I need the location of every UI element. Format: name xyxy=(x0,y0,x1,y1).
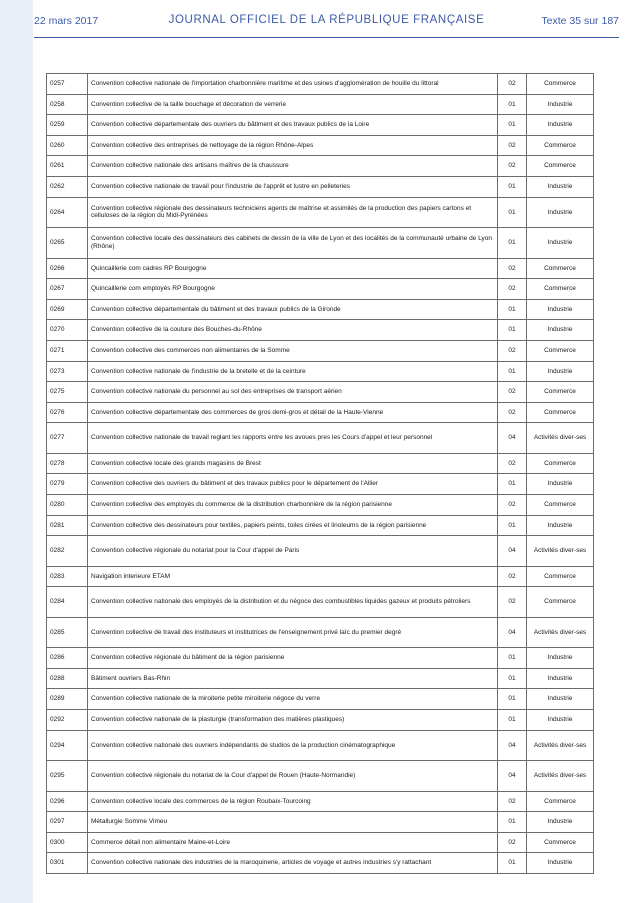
header-rule xyxy=(34,37,619,38)
table-row xyxy=(47,340,594,361)
sector-cell: Activités diver-ses xyxy=(527,730,594,761)
convention-code-cell: 0278 xyxy=(47,453,88,474)
category-number-cell: 02 xyxy=(498,382,527,403)
table-row xyxy=(47,791,594,812)
category-number-cell: 04 xyxy=(498,617,527,648)
convention-code-cell: 0279 xyxy=(47,474,88,495)
category-number-cell: 02 xyxy=(498,279,527,300)
sector-cell: Industrie xyxy=(527,474,594,495)
category-number-cell: 01 xyxy=(498,668,527,689)
sector-cell: Commerce xyxy=(527,495,594,516)
table-row xyxy=(47,156,594,177)
category-number-cell: 01 xyxy=(498,474,527,495)
table-row xyxy=(47,361,594,382)
category-number-cell: 02 xyxy=(498,495,527,516)
convention-title-cell: Convention collective des commerces non alimentaires de la Somme xyxy=(88,340,498,361)
convention-title-cell: Convention collective locale des dessinateurs des cabinets de dessin de la ville de Lyon et des localités de la communauté urbaine de Lyon (Rhône) xyxy=(88,228,498,259)
sector-cell: Commerce xyxy=(527,587,594,618)
convention-title-cell: Convention collective départementale des ouvriers du bâtiment et des travaux publics de la Loire xyxy=(88,115,498,136)
sector-cell: Industrie xyxy=(527,853,594,874)
sector-cell: Commerce xyxy=(527,453,594,474)
convention-code-cell: 0260 xyxy=(47,135,88,156)
sector-cell: Industrie xyxy=(527,812,594,833)
sector-cell: Industrie xyxy=(527,299,594,320)
sector-cell: Industrie xyxy=(527,115,594,136)
sector-cell: Commerce xyxy=(527,279,594,300)
table-row xyxy=(47,474,594,495)
table-row xyxy=(47,566,594,587)
table-row xyxy=(47,853,594,874)
table-row xyxy=(47,812,594,833)
convention-title-cell: Convention collective nationale des artisans maîtres de la chaussure xyxy=(88,156,498,177)
category-number-cell: 01 xyxy=(498,853,527,874)
table-row xyxy=(47,453,594,474)
sector-cell: Industrie xyxy=(527,515,594,536)
sector-cell: Industrie xyxy=(527,94,594,115)
convention-title-cell: Convention collective nationale de la miroiterie petite miroiterie négoce du verre xyxy=(88,689,498,710)
sector-cell: Commerce xyxy=(527,402,594,423)
table-row xyxy=(47,648,594,669)
category-number-cell: 04 xyxy=(498,730,527,761)
table-row xyxy=(47,730,594,761)
category-number-cell: 02 xyxy=(498,74,527,95)
convention-title-cell: Convention collective des dessinateurs pour textiles, papiers peints, toiles cirées et linoleums de la région parisienne xyxy=(88,515,498,536)
convention-code-cell: 0259 xyxy=(47,115,88,136)
table-row xyxy=(47,423,594,454)
table-row xyxy=(47,710,594,731)
category-number-cell: 02 xyxy=(498,340,527,361)
category-number-cell: 01 xyxy=(498,648,527,669)
convention-title-cell: Convention collective départementale des commerces de gros demi-gros et détail de la Haute-Vienne xyxy=(88,402,498,423)
category-number-cell: 02 xyxy=(498,566,527,587)
convention-code-cell: 0261 xyxy=(47,156,88,177)
category-number-cell: 01 xyxy=(498,515,527,536)
table-row xyxy=(47,402,594,423)
convention-title-cell: Convention collective départementale du bâtiment et des travaux publics de la Gironde xyxy=(88,299,498,320)
convention-code-cell: 0275 xyxy=(47,382,88,403)
category-number-cell: 04 xyxy=(498,536,527,567)
table-row xyxy=(47,176,594,197)
table-row xyxy=(47,617,594,648)
category-number-cell: 04 xyxy=(498,761,527,792)
sector-cell: Commerce xyxy=(527,566,594,587)
table-row xyxy=(47,135,594,156)
sector-cell: Commerce xyxy=(527,382,594,403)
sector-cell: Activités diver-ses xyxy=(527,761,594,792)
table-row xyxy=(47,258,594,279)
convention-title-cell: Convention collective régionale du notariat de la Cour d'appel de Rouen (Haute-Normandie) xyxy=(88,761,498,792)
convention-title-cell: Convention collective nationale du personnel au sol des entreprises de transport aérien xyxy=(88,382,498,403)
convention-code-cell: 0297 xyxy=(47,812,88,833)
convention-title-cell: Convention collective régionale des dessinateurs techniciens agents de maîtrise et assimilés de la production des papiers cartons et celluloses de la région du Midi-Pyrénées xyxy=(88,197,498,228)
convention-title-cell: Quincaillerie com employés RP Bourgogne xyxy=(88,279,498,300)
sector-cell: Commerce xyxy=(527,791,594,812)
convention-code-cell: 0283 xyxy=(47,566,88,587)
table-row xyxy=(47,761,594,792)
sector-cell: Industrie xyxy=(527,668,594,689)
table-row xyxy=(47,382,594,403)
sector-cell: Commerce xyxy=(527,156,594,177)
table-row xyxy=(47,832,594,853)
category-number-cell: 01 xyxy=(498,812,527,833)
convention-code-cell: 0282 xyxy=(47,536,88,567)
convention-title-cell: Quincaillerie com cadres RP Bourgogne xyxy=(88,258,498,279)
table-row xyxy=(47,536,594,567)
sector-cell: Industrie xyxy=(527,228,594,259)
convention-title-cell: Convention collective de la couture des Bouches-du-Rhône xyxy=(88,320,498,341)
convention-title-cell: Convention collective des employés du commerce de la distribution charbonnière de la région parisienne xyxy=(88,495,498,516)
category-number-cell: 02 xyxy=(498,832,527,853)
convention-title-cell: Convention collective de travail des instituteurs et institutrices de l'enseignement privé laïc du premier degré xyxy=(88,617,498,648)
convention-code-cell: 0266 xyxy=(47,258,88,279)
category-number-cell: 01 xyxy=(498,228,527,259)
category-number-cell: 01 xyxy=(498,299,527,320)
convention-code-cell: 0289 xyxy=(47,689,88,710)
convention-title-cell: Convention collective nationale de la plasturgie (transformation des matières plastiques) xyxy=(88,710,498,731)
convention-title-cell: Convention collective nationale de travail pour l'industrie de l'apprêt et lustre en pelleteries xyxy=(88,176,498,197)
convention-title-cell: Convention collective nationale des ouvriers indépendants de studios de la production cinématographique xyxy=(88,730,498,761)
sector-cell: Industrie xyxy=(527,710,594,731)
convention-code-cell: 0286 xyxy=(47,648,88,669)
convention-code-cell: 0258 xyxy=(47,94,88,115)
category-number-cell: 01 xyxy=(498,197,527,228)
table-row xyxy=(47,115,594,136)
convention-code-cell: 0271 xyxy=(47,340,88,361)
sector-cell: Commerce xyxy=(527,135,594,156)
category-number-cell: 01 xyxy=(498,94,527,115)
convention-code-cell: 0264 xyxy=(47,197,88,228)
convention-code-cell: 0270 xyxy=(47,320,88,341)
table-row xyxy=(47,587,594,618)
table-row xyxy=(47,515,594,536)
convention-code-cell: 0295 xyxy=(47,761,88,792)
category-number-cell: 01 xyxy=(498,115,527,136)
sector-cell: Commerce xyxy=(527,832,594,853)
convention-code-cell: 0265 xyxy=(47,228,88,259)
sector-cell: Industrie xyxy=(527,197,594,228)
sector-cell: Activités diver-ses xyxy=(527,536,594,567)
convention-title-cell: Convention collective nationale des employés de la distribution et du négoce des combustibles liquides gazeux et produits pétroliers xyxy=(88,587,498,618)
convention-title-cell: Convention collective des ouvriers du bâtiment et des travaux publics pour le département de l'Allier xyxy=(88,474,498,495)
category-number-cell: 04 xyxy=(498,423,527,454)
category-number-cell: 02 xyxy=(498,156,527,177)
convention-title-cell: Convention collective régionale du bâtiment de la région parisienne xyxy=(88,648,498,669)
convention-title-cell: Convention collective régionale du notariat pour la Cour d'appel de Paris xyxy=(88,536,498,567)
sector-cell: Commerce xyxy=(527,340,594,361)
sector-cell: Industrie xyxy=(527,176,594,197)
category-number-cell: 02 xyxy=(498,453,527,474)
convention-code-cell: 0276 xyxy=(47,402,88,423)
convention-code-cell: 0262 xyxy=(47,176,88,197)
convention-title-cell: Convention collective locale des commerces de la région Roubaix-Tourcoing xyxy=(88,791,498,812)
table-row xyxy=(47,320,594,341)
sector-cell: Commerce xyxy=(527,258,594,279)
table-row xyxy=(47,668,594,689)
convention-code-cell: 0267 xyxy=(47,279,88,300)
category-number-cell: 02 xyxy=(498,791,527,812)
category-number-cell: 02 xyxy=(498,402,527,423)
page-header xyxy=(34,13,619,33)
sector-cell: Commerce xyxy=(527,74,594,95)
convention-code-cell: 0301 xyxy=(47,853,88,874)
table-row xyxy=(47,74,594,95)
left-margin-band xyxy=(0,0,33,903)
conventions-table-body xyxy=(47,74,594,874)
conventions-table xyxy=(46,73,594,874)
convention-code-cell: 0294 xyxy=(47,730,88,761)
convention-code-cell: 0300 xyxy=(47,832,88,853)
category-number-cell: 01 xyxy=(498,361,527,382)
convention-title-cell: Convention collective de la taille bouchage et décoration de verrerie xyxy=(88,94,498,115)
sector-cell: Industrie xyxy=(527,361,594,382)
table-row xyxy=(47,228,594,259)
page-reference: Texte 35 sur 187 xyxy=(541,15,619,27)
category-number-cell: 02 xyxy=(498,135,527,156)
convention-code-cell: 0288 xyxy=(47,668,88,689)
sector-cell: Industrie xyxy=(527,320,594,341)
table-row xyxy=(47,299,594,320)
convention-code-cell: 0269 xyxy=(47,299,88,320)
sector-cell: Industrie xyxy=(527,689,594,710)
category-number-cell: 02 xyxy=(498,258,527,279)
sector-cell: Activités diver-ses xyxy=(527,617,594,648)
convention-code-cell: 0292 xyxy=(47,710,88,731)
header-date: 22 mars 2017 xyxy=(34,15,99,27)
category-number-cell: 02 xyxy=(498,587,527,618)
category-number-cell: 01 xyxy=(498,689,527,710)
convention-code-cell: 0280 xyxy=(47,495,88,516)
convention-code-cell: 0257 xyxy=(47,74,88,95)
convention-code-cell: 0273 xyxy=(47,361,88,382)
sector-cell: Industrie xyxy=(527,648,594,669)
category-number-cell: 01 xyxy=(498,176,527,197)
convention-code-cell: 0296 xyxy=(47,791,88,812)
convention-code-cell: 0277 xyxy=(47,423,88,454)
convention-code-cell: 0285 xyxy=(47,617,88,648)
category-number-cell: 01 xyxy=(498,710,527,731)
convention-title-cell: Convention collective des entreprises de nettoyage de la région Rhône-Alpes xyxy=(88,135,498,156)
convention-title-cell: Convention collective nationale de l'industrie de la bretelle et de la ceinture xyxy=(88,361,498,382)
convention-title-cell: Convention collective nationale des industries de la maroquinerie, articles de voyage et autres industries s'y rattachant xyxy=(88,853,498,874)
convention-title-cell: Métallurgie Somme Vimeu xyxy=(88,812,498,833)
convention-title-cell: Bâtiment ouvriers Bas-Rhin xyxy=(88,668,498,689)
table-row xyxy=(47,279,594,300)
convention-title-cell: Convention collective locale des grands magasins de Brest xyxy=(88,453,498,474)
journal-title: JOURNAL OFFICIEL DE LA RÉPUBLIQUE FRANÇAISE xyxy=(168,14,485,26)
convention-title-cell: Navigation interieure ETAM xyxy=(88,566,498,587)
table-row xyxy=(47,495,594,516)
convention-title-cell: Convention collective nationale de travail reglant les rapports entre les avoues pres les Cours d'appel et leur personnel xyxy=(88,423,498,454)
table-row xyxy=(47,689,594,710)
category-number-cell: 01 xyxy=(498,320,527,341)
convention-title-cell: Commerce détail non alimentaire Maine-et-Loire xyxy=(88,832,498,853)
table-row xyxy=(47,94,594,115)
sector-cell: Activités diver-ses xyxy=(527,423,594,454)
convention-title-cell: Convention collective nationale de l'importation charbonnière maritime et des usines d'agglomération de houille du littoral xyxy=(88,74,498,95)
convention-code-cell: 0281 xyxy=(47,515,88,536)
convention-code-cell: 0284 xyxy=(47,587,88,618)
table-row xyxy=(47,197,594,228)
